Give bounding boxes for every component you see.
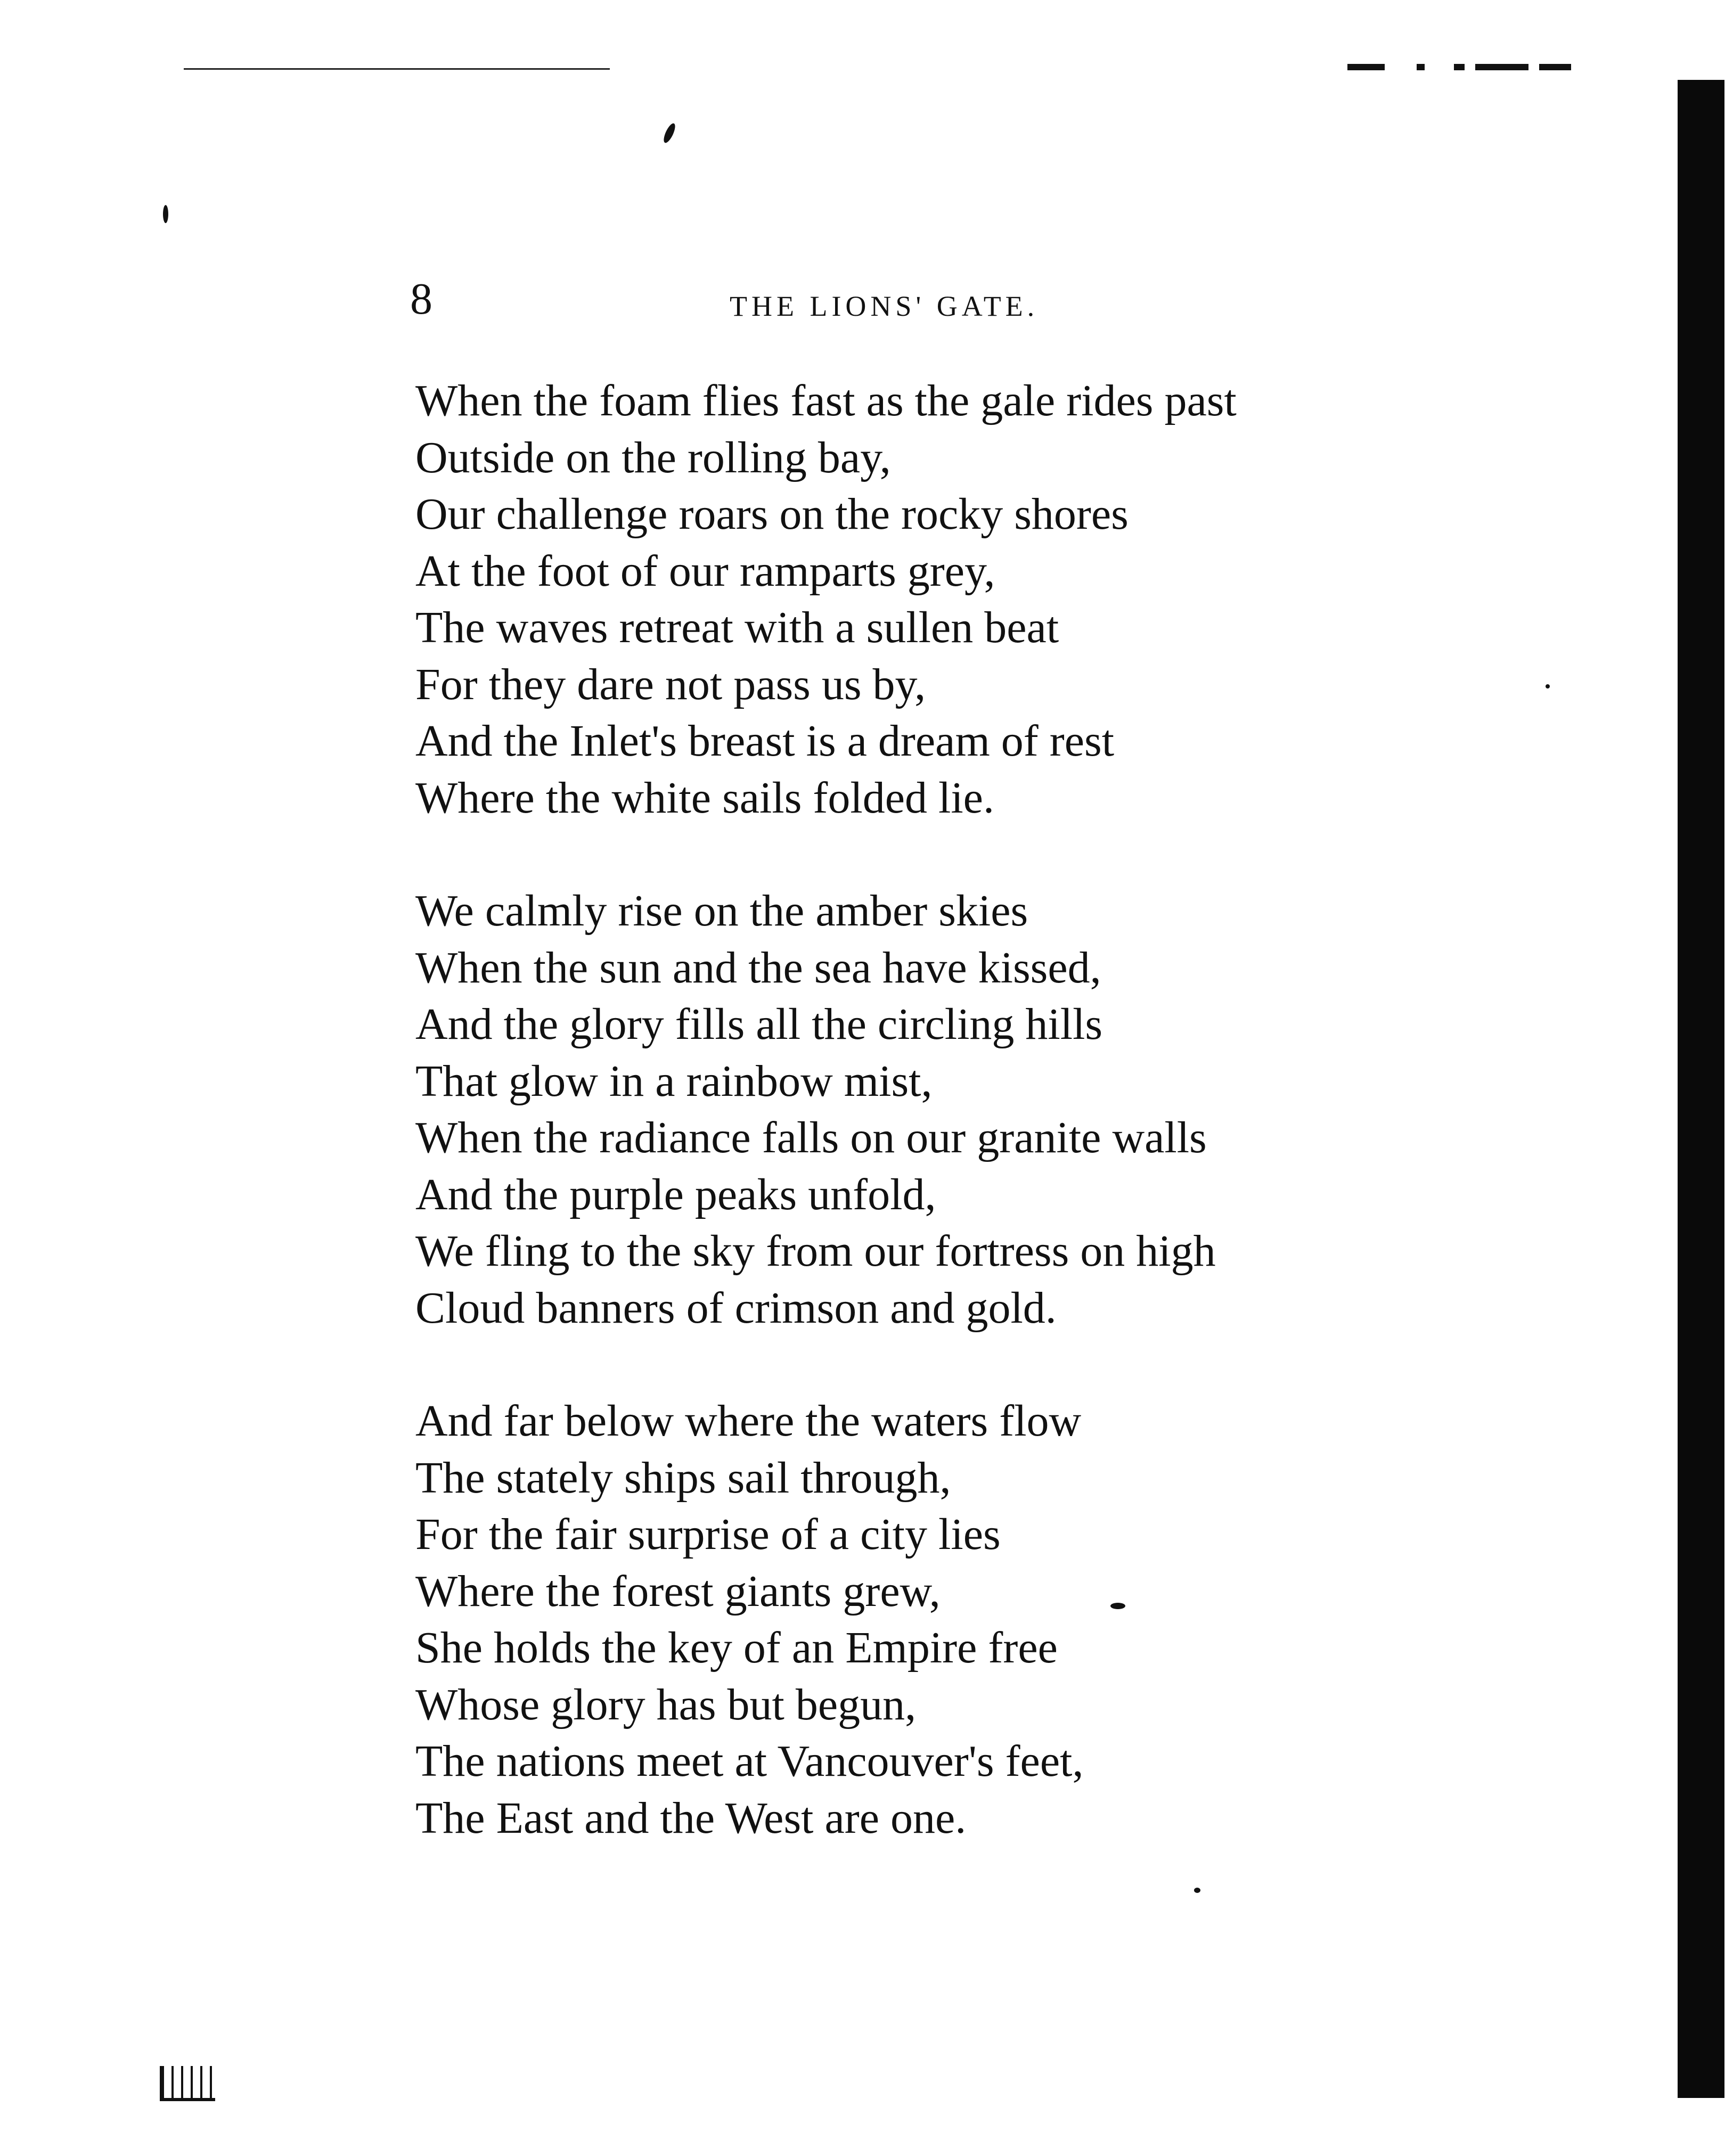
poem-line: Cloud banners of crimson and gold. [415,1283,1057,1333]
stanza-3 [415,1393,1560,1847]
scan-speck [661,122,677,144]
poem-line: And the purple peaks unfold, [415,1169,936,1219]
scan-speck [163,205,168,223]
poem-line: Our challenge roars on the rocky shores [415,489,1129,539]
poem-line: For the fair surprise of a city lies [415,1510,1001,1559]
poem-line: When the foam flies fast as the gale rides past [415,376,1237,425]
poem-line: The waves retreat with a sullen beat [415,603,1059,652]
running-head: THE LIONS' GATE. [730,290,1039,322]
poem-line: When the sun and the sea have kissed, [415,942,1101,993]
scan-spine-shadow [1678,80,1724,2098]
page-number: 8 [410,274,432,324]
scan-marks-top-right [1347,64,1571,70]
scan-rule-top-left [184,68,610,70]
poem-line: For they dare not pass us by, [415,659,926,709]
poem-line: And far below where the waters flow [415,1396,1082,1446]
poem-line: When the radiance falls on our granite walls [415,1113,1207,1162]
poem-line: The stately ships sail through, [415,1453,951,1503]
scan-binding-marks [160,2066,215,2101]
scan-speck [1194,1888,1200,1893]
poem-line: We fling to the sky from our fortress on high [415,1226,1216,1276]
poem-line: Where the forest giants grew, [415,1566,941,1616]
stanza-1 [415,373,1560,826]
poem-line: And the glory fills all the circling hills [415,999,1103,1049]
poem-line: That glow in a rainbow mist, [415,1056,933,1106]
poem-line: The East and the West are one. [415,1793,967,1843]
poem-line: The nations meet at Vancouver's feet, [415,1736,1084,1786]
poem-line: And the Inlet's breast is a dream of rest [415,716,1115,766]
stanza-2 [415,883,1560,1337]
poem-line: Outside on the rolling bay, [415,432,891,482]
poem-line: Whose glory has but begun, [415,1679,917,1729]
poem-line: We calmly rise on the amber skies [415,886,1028,936]
poem-line: She holds the key of an Empire free [415,1623,1058,1673]
poem [415,373,1560,1847]
poem-line: Where the white sails folded lie. [415,773,994,823]
poem-line: At the foot of our ramparts grey, [415,546,995,596]
